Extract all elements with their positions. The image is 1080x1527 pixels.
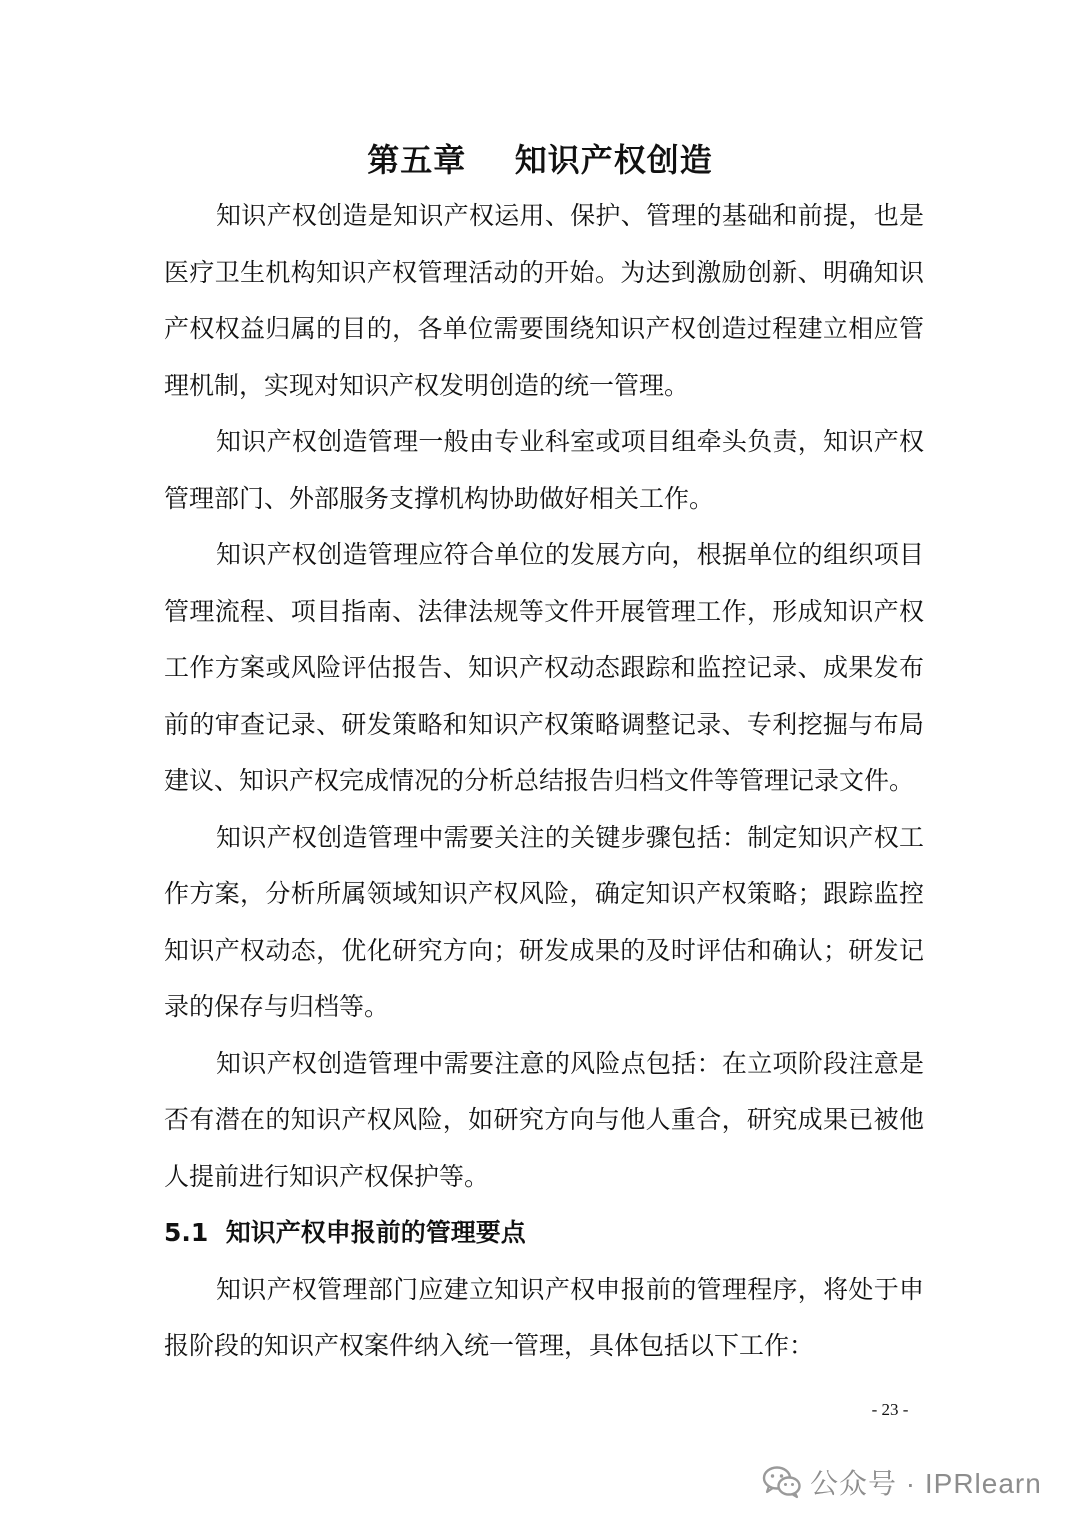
paragraph-key-steps: 知识产权创造管理中需要关注的关键步骤包括：制定知识产权工作方案，分析所属领域知识产权风险，确定知识产权策略；跟踪监控知识产权动态，优化研究方向；研发成果的及时评估和确认；研发记录的保存与归档等。 (164, 822, 924, 1021)
page-number: - 23 - (871, 1400, 909, 1419)
chapter-title: 第五章 知识产权创造 (367, 141, 713, 179)
body-text (164, 188, 924, 1375)
section-heading: 5.1 知识产权申报前的管理要点 (164, 1218, 526, 1247)
watermark (762, 1454, 1042, 1510)
paragraph-section: 知识产权管理部门应建立知识产权申报前的管理程序，将处于申报阶段的知识产权案件纳入统一管理，具体包括以下工作： (164, 1274, 924, 1360)
paragraph-responsibility: 知识产权创造管理一般由专业科室或项目组牵头负责，知识产权管理部门、外部服务支撑机构协助做好相关工作。 (164, 427, 924, 513)
watermark-text: 公众号 · IPRlearn (810, 1468, 1042, 1499)
wechat-icon (762, 1465, 802, 1499)
paragraph-direction: 知识产权创造管理应符合单位的发展方向，根据单位的组织项目管理流程、项目指南、法律法规等文件开展管理工作，形成知识产权工作方案或风险评估报告、知识产权动态跟踪和监控记录、成果发布前的审查记录、研发策略和知识产权策略调整记录、专利挖掘与布局建议、知识产权完成情况的分析总结报告归档文件等管理记录文件。 (164, 540, 924, 795)
paragraph-intro: 知识产权创造是知识产权运用、保护、管理的基础和前提，也是医疗卫生机构知识产权管理活动的开始。为达到激励创新、明确知识产权权益归属的目的，各单位需要围绕知识产权创造过程建立相应管理机制，实现对知识产权发明创造的统一管理。 (164, 201, 924, 400)
paragraph-risk-points: 知识产权创造管理中需要注意的风险点包括：在立项阶段注意是否有潜在的知识产权风险，如研究方向与他人重合，研究成果已被他人提前进行知识产权保护等。 (164, 1048, 924, 1191)
